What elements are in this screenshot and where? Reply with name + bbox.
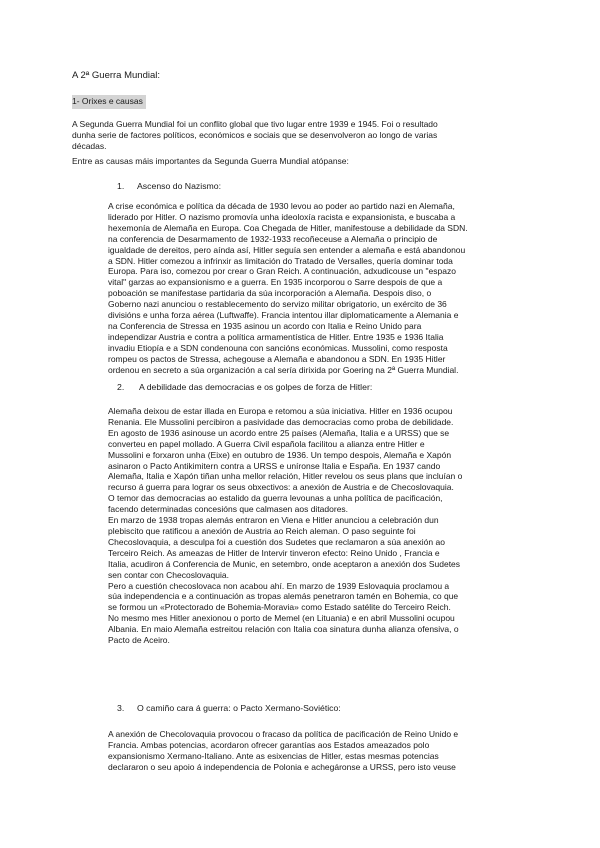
intro-causes-line: Entre as causas máis importantes da Segunda Guerra Mundial atópanse: bbox=[72, 156, 349, 166]
list-item-heading: Ascenso do Nazismo: bbox=[137, 181, 222, 191]
list-item-body: A crise económica e política da década de 1930 levou ao poder ao partido nazi en Alemaña, liderado por Hitler. O nazismo promovía unha ideoloxía racista e expansionista, e buscaba a hexemonía de Alemaña en Europa. Coa Chegada de Hitler, manifestouse a debilidade da SDN. na conferencia de Desarmamento de 1932-1933 recoñeceuse a Alemaña o principio de igualdade de dereitos, pero aínda así, Hitler seguía sen entender a alemaña e está abandonou a SDN. Hitler comezou a infrinxir as limitación do Tratado de Versalles, quería dominar toda Europa. Para iso, comezou por crear o Gran Reich. A continuación, adxudicouse un "espazo vital" garzas ao expansionismo e a guerra. En 1935 incorporou o Sarre despois de que a poboación se manifestase partidaria da súa incorporación a Alemaña. Despois diso, o Goberno nazi anunciou o restablecemento do servizo militar obrigatorio, un exército de 36 divisións e unha forza aérea (Luftwaffe). Francia intentou illar diplomaticamente a Alemania e na Conferencia de Stressa en 1935 asinou un acordo con Italia e Reino Unido para independizar Austria e contra a política armamentística de Hitler. Entre 1935 e 1936 Italia invadiu Etiopía e a SDN condenouna con sancións económicas. Mussolini, como resposta rompeu os pactos de Stressa, achegouse a Alemaña e abandonou a SDN. En 1935 Hitler ordenou en secreto a súa organización a cal sería dirixida por Goering na 2ª Guerra Mundial. bbox=[108, 201, 468, 375]
intro-paragraph: A Segunda Guerra Mundial foi un conflito global que tivo lugar entre 1939 e 1945. Foi o resultado dunha serie de factores políticos, económicos e sociais que se desenvolveron ao longo de varias décadas. bbox=[72, 119, 438, 151]
list-item-number: 3. bbox=[117, 703, 125, 713]
list-item-heading: O camiño cara á guerra: o Pacto Xermano-Soviético: bbox=[137, 703, 341, 713]
document-title: A 2ª Guerra Mundial: bbox=[72, 70, 161, 81]
section-heading-highlighted: 1- Orixes e causas bbox=[72, 95, 146, 109]
list-item-body: Alemaña deixou de estar illada en Europa e retomou a súa iniciativa. Hitler en 1936 ocupou Renania. Ele Mussolini percibiron a pasividade das democracias como proba de debilidade. En agosto de 1936 asinouse un acordo entre 25 países (Alemaña, Italia e a URSS) que se converteu en papel mollado. A Guerra Civil española facilitou a alianza entre Hitler e Mussolini e forxaron unha (Eixe) en outubro de 1936. Un tempo despois, Alemaña e Xapón asinaron o Pacto Antikimitern contra a URSS e uníronse Italia e España. En 1937 cando Alemaña, Italia e Xapón tiñan unha mellor relación, Hitler revelou os seus plans que incluían o recurso á guerra para lograr os seus obxectivos: a anexión de Austria e de Checoslovaquia. O temor das democracias ao estalido da guerra levounas a unha política de pacificación, facendo determinadas concesións que calmasen aos ditadores. En marzo de 1938 tropas alemás entraron en Viena e Hitler anunciou a celebración dun plebiscito que ratificou a anexión de Austria ao Reich aleman. O paso seguinte foi Checoslovaquia, a desculpa foi a cuestión dos Sudetes que reclamaron a súa anexión ao Terceiro Reich. As ameazas de Hitler de Intervir tinveron efecto: Reino Unido , Francia e Italia, acudiron á Conferencia de Munic, en setembro, onde aceptaron a anexión dos Sudetes sen contar con Checoslovaquia. Pero a cuestión checoslovaca non acabou ahí. En marzo de 1939 Eslovaquia proclamou a súa independencia e a continuación as tropas alemás penetraron tamén en Bohemia, co que se formou un «Protectorado de Bohemia-Moravia» como Estado satélite do Terceiro Reich. No mesmo mes Hitler anexionou o porto de Memel (en Lituania) e en abril Mussolini ocupou Albania. En maio Alemaña estreitou relación con Italia coa sinatura dunha alianza ofensiva, o Pacto de Aceiro. bbox=[108, 406, 463, 646]
list-item-body: A anexión de Checolovaquia provocou o fracaso da política de pacificación de Reino Unido e Francia. Ambas potencias, acordaron ofrecer garantías aos Estados ameazados polo expansionismo Xermano-Italiano. Ante as esixencias de Hitler, estas mesmas potencias declararon o seu apoio á independencia de Polonia e achegáronse a URSS, pero isto veuse bbox=[108, 729, 459, 772]
list-item-number: 2. bbox=[117, 382, 125, 392]
list-item-heading: A debilidade das democracias e os golpes de forza de Hitler: bbox=[139, 382, 373, 392]
list-item-number: 1. bbox=[117, 181, 125, 191]
